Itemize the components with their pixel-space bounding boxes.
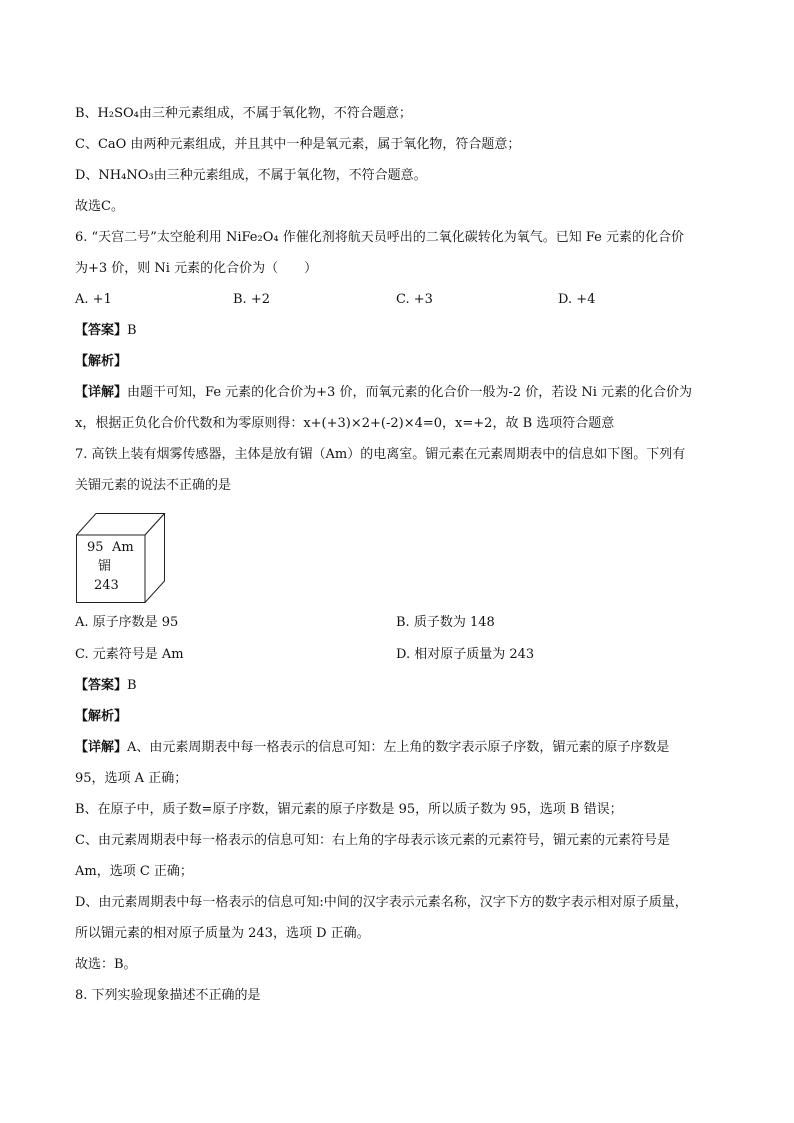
cube-outline-icon <box>76 513 166 603</box>
q6-option-d: D. +4 <box>558 292 596 307</box>
q7-stem-line2: 关镅元素的说法不正确的是 <box>75 478 232 493</box>
q7-analysis-tag: 【解析】 <box>75 709 128 724</box>
q6-detail-line1 <box>75 384 692 402</box>
q7-detail-c-line2: Am，选项 C 正确； <box>75 864 193 879</box>
q7-answer: B <box>127 678 137 693</box>
q7-conclusion: 故选：B。 <box>75 957 137 972</box>
element-atomic-number: 95 <box>87 540 104 555</box>
element-name: 镅 <box>98 559 112 574</box>
q6-answer-row <box>75 322 137 340</box>
q7-detail-tag: 【详解】 <box>75 740 128 755</box>
q7-option-c: C. 元素符号是 Am <box>75 647 184 662</box>
q7-detail-c-line1: C、由元素周期表中每一格表示的信息可知：右上角的字母表示该元素的元素符号，镅元素的元素符号是 <box>75 833 670 848</box>
element-mass: 243 <box>94 578 119 593</box>
q5-explanation-c: C、CaO 由两种元素组成，并且其中一种是氧元素，属于氧化物，符合题意； <box>75 137 521 152</box>
q5-explanation-b: B、H₂SO₄由三种元素组成，不属于氧化物，不符合题意； <box>75 106 412 121</box>
q7-option-a: A. 原子序数是 95 <box>75 615 179 630</box>
q6-detail-tag: 【详解】 <box>75 385 128 400</box>
q7-detail-a-line1 <box>75 739 669 757</box>
q6-detail-line2: x，根据正负化合价代数和为零原则得：x+(+3)×2+(-2)×4=0，x=+2，故 B 选项符合题意 <box>75 416 615 431</box>
q6-option-b: B. +2 <box>233 292 270 307</box>
q6-answer: B <box>127 323 137 338</box>
q6-option-c: C. +3 <box>396 292 433 307</box>
q7-option-b: B. 质子数为 148 <box>396 615 495 630</box>
q7-detail-a-text: A、由元素周期表中每一格表示的信息可知：左上角的数字表示原子序数，镅元素的原子序数是 <box>127 740 670 755</box>
q7-answer-tag: 【答案】 <box>75 678 128 693</box>
element-symbol: Am <box>112 540 134 555</box>
q6-analysis-tag: 【解析】 <box>75 354 128 369</box>
q7-answer-row <box>75 677 137 695</box>
q6-stem-line2: 为+3 价，则 Ni 元素的化合价为（ ） <box>75 261 318 276</box>
q7-option-d: D. 相对原子质量为 243 <box>396 647 535 662</box>
q5-conclusion: 故选C。 <box>75 199 124 214</box>
q5-explanation-d: D、NH₄NO₃由三种元素组成，不属于氧化物，不符合题意。 <box>75 168 427 183</box>
q8-stem: 8. 下列实验现象描述不正确的是 <box>75 988 261 1003</box>
q7-detail-d-line1: D、由元素周期表中每一格表示的信息可知:中间的汉字表示元素名称，汉字下方的数字表示相对原子质量， <box>75 895 688 910</box>
q6-detail-text: 由题干可知，Fe 元素的化合价为+3 价，而氧元素的化合价一般为-2 价，若设 Ni 元素的化合价为 <box>127 385 693 400</box>
q6-stem-line1: 6. “天宫二号”太空舱利用 NiFe₂O₄ 作催化剂将航天员呼出的二氧化碳转化为氧气。已知 Fe 元素的化合价 <box>75 230 684 245</box>
q7-detail-b: B、在原子中，质子数=原子序数，镅元素的原子序数是 95，所以质子数为 95，选项 B 错误； <box>75 802 623 817</box>
q7-detail-a-line2: 95，选项 A 正确； <box>75 771 188 786</box>
q6-option-a: A. +1 <box>75 292 112 307</box>
q6-answer-tag: 【答案】 <box>75 323 128 338</box>
q7-stem-line1: 7. 高铁上装有烟雾传感器，主体是放有镅（Am）的电离室。镅元素在元素周期表中的信息如下图。下列有 <box>75 447 686 462</box>
element-cell-figure <box>76 513 166 603</box>
q7-detail-d-line2: 所以镅元素的相对原子质量为 243，选项 D 正确。 <box>75 926 370 941</box>
